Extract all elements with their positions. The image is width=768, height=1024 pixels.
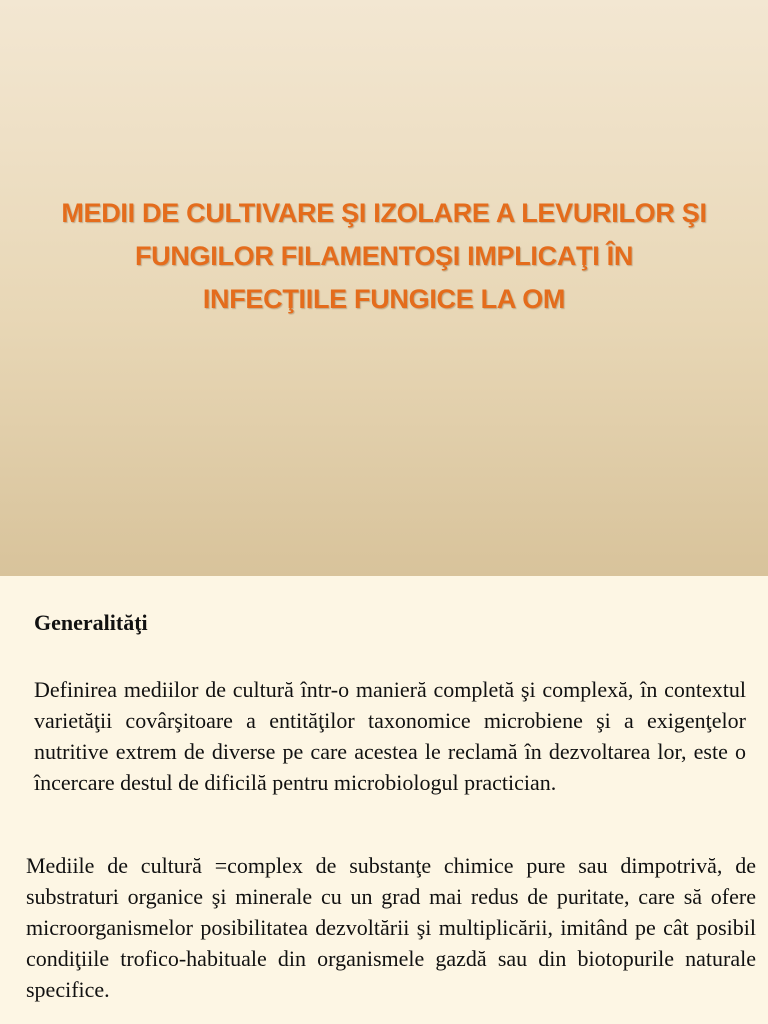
paragraph-definition: Definirea mediilor de cultură într-o manieră completă şi complexă, în contextul varietăţii covârşitoare a entităţilor taxonomice microbiene şi a exigenţelor nutritive extrem de diverse pe care acestea le reclamă în dezvoltarea lor, este o încercare destul de dificilă pentru microbiologul practician.	[34, 677, 746, 795]
content-slide	[0, 576, 768, 1024]
slide-title: MEDII DE CULTIVARE ŞI IZOLARE A LEVURILOR ŞI FUNGILOR FILAMENTOŞI IMPLICAŢI ÎN INFECŢIILE FUNGICE LA OM	[61, 198, 707, 314]
paragraph-culture-media: Mediile de cultură =complex de substanţe chimice pure sau dimpotrivă, de substraturi organice şi minerale cu un grad mai redus de puritate, care să ofere microorganismelor posibilitatea dezvoltării şi multiplicării, imitând pe cât posibil condiţiile trofico-habituale din organismele gazdă sau din biotopurile naturale specifice.	[26, 853, 756, 1002]
section-heading: Generalităţi	[34, 610, 148, 635]
